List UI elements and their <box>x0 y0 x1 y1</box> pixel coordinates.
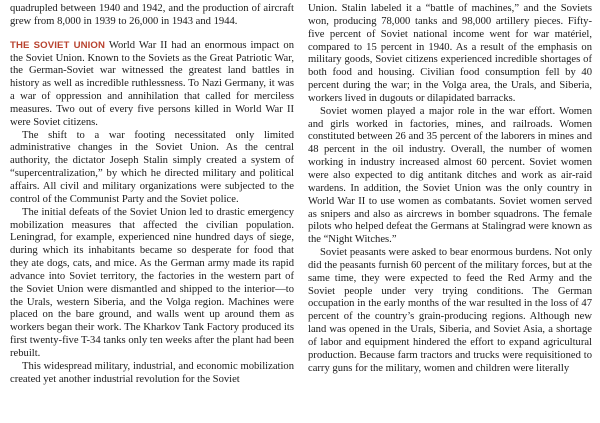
intro-paragraph: quadrupled between 1940 and 1942, and the production of aircraft grew from 8,000 in 1939 to 26,000 in 1943 and 1944. <box>10 3 294 27</box>
section-paragraph-1 <box>10 40 294 130</box>
section-paragraph-4: This widespread military, industrial, and economic mobilization created yet another industrial revolution for the Soviet <box>10 360 294 385</box>
paragraph-text: World War II had an enormous impact on the Soviet Union. Known to the Soviets as the Great Patriotic War, the German-Soviet war witnessed the greatest land battles in history as well as incredible ruthlessness. To Nazi Germany, it was a war of oppression and annihilation that called for merciless measures. Two out of every five persons killed in World War II were Soviet citizens. <box>10 39 294 128</box>
right-column <box>308 3 592 423</box>
continued-paragraph: Union. Stalin labeled it a “battle of machines,” and the Soviets won, producing 78,000 tanks and 98,000 artillery pieces. Fifty-five percent of Soviet national income went for war matériel, compared to 15 percent in 1940. As a result of the emphasis on military goods, Soviet citizens experienced incredible shortages of both food and housing. Civilian food consumption fell by 40 percent during the war; in the Volga area, the Urals, and Siberia, workers lived in dugouts or dilapidated barracks. <box>308 3 592 104</box>
section-paragraph-2: The shift to a war footing necessitated only limited administrative changes in the Soviet Union. As the central authority, the dictator Joseph Stalin simply created a system of “supercentralization,” by which he directed military and political affairs. All civil and military organizations were subjected to the control of the Communist Party and the Soviet police. <box>10 129 294 205</box>
peasants-paragraph: Soviet peasants were asked to bear enormous burdens. Not only did the peasants furnish 60 percent of the military forces, but at the same time, they were expected to feed the Red Army and the Soviet people under very trying conditions. The German occupation in the early months of the war resulted in the loss of 47 percent of the country’s grain-producing regions. Although new land was opened in the Urals, Siberia, and Soviet Asia, a shortage of labor and equipment hindered the effort to expand agricultural production. Because farm tractors and trucks were requisitioned to carry guns for the military, women and children were literally <box>308 247 592 374</box>
section-paragraph-3: The initial defeats of the Soviet Union led to drastic emergency mobilization measures that affected the civilian population. Leningrad, for example, experienced nine hundred days of siege, during which its inhabitants became so desperate for food that they ate dogs, cats, and mice. As the German army made its rapid advance into Soviet territory, the factories in the western part of the Soviet Union were dismantled and shipped to the interior—to the Urals, western Siberia, and the Volga region. Machines were placed on the bare ground, and walls went up around them as workers began their work. The Kharkov Tank Factory produced its first twenty-five T-34 tanks only ten weeks after the plant had been rebuilt. <box>10 206 294 359</box>
women-paragraph: Soviet women played a major role in the war effort. Women and girls worked in factories, mines, and railroads. Women constituted between 26 and 35 percent of the laborers in mines and 48 percent in the oil industry. Overall, the number of women working in industry increased almost 60 percent. Soviet women were also expected to dig antitank ditches and work as air-raid wardens. In addition, the Soviet Union was the only country in World War II to use women as combatants. Soviet women served as snipers and also as aircrews in bomber squadrons. The female pilots who helped defeat the Germans at Stalingrad were known as the “Night Witches.” <box>308 105 592 246</box>
section-spacer <box>10 29 294 40</box>
section-heading: THE SOVIET UNION <box>10 39 105 51</box>
left-column <box>10 3 294 423</box>
